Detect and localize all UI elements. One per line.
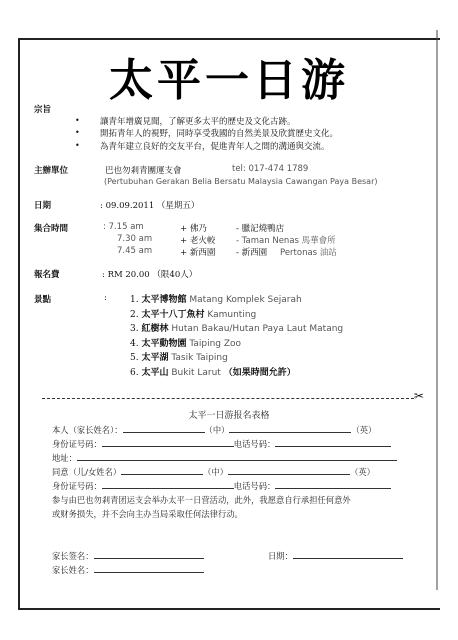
parent-phone-field[interactable]	[275, 438, 391, 447]
form-row-child-id: 身份证号码： 电话号码：	[52, 480, 391, 492]
attractions-label: 景點	[34, 295, 52, 305]
consent-text: 参与由巴也勿剎青团运支会举办太平一日营活动，此外，我愿意自行承担任何意外	[52, 495, 351, 505]
parent-printed-name-field[interactable]	[94, 564, 204, 573]
objective-item: 開拓青年人的視野，同時享受我國的自然美景及欣賞歷史文化。	[100, 129, 339, 139]
attraction-item: 5. 太平湖 Tasik Taiping	[130, 353, 228, 363]
sign-date-field[interactable]	[293, 550, 403, 559]
assembly-venue-en: Pertonas 油站	[280, 248, 337, 258]
form-row-parent-printed-name: 家长姓名：	[52, 564, 204, 576]
organizer-malay-name: (Pertubuhan Gerakan Belia Bersatu Malaysia Cawangan Paya Besar)	[104, 177, 378, 186]
assembly-place: + 佛乃	[180, 224, 207, 234]
assembly-label: 集合時間	[34, 224, 69, 234]
child-name-en-field[interactable]	[228, 466, 350, 475]
objective-item: 讓青年增廣見聞，了解更多太平的歷史及文化古跡。	[100, 117, 296, 127]
attractions-colon: :	[104, 293, 107, 303]
organizer-label: 主辦單位	[34, 166, 69, 176]
assembly-place: + 新西園	[180, 248, 216, 258]
address-field[interactable]	[77, 452, 397, 461]
parent-signature-field[interactable]	[94, 550, 204, 559]
fee-value: : RM 20.00 （限40人）	[102, 270, 198, 280]
form-row-signature: 家长签名：	[52, 550, 204, 562]
scissors-icon: ✂	[414, 389, 425, 403]
attraction-item: 2. 太平十八丁魚村 Kamunting	[130, 310, 257, 320]
page-title: 太平一日游	[109, 55, 349, 106]
bullet-dot: •	[75, 128, 80, 137]
date-label: 日期	[34, 201, 52, 211]
form-row-parent-name: 本人（家长姓名）： （中） （英）	[52, 425, 377, 435]
fee-label: 報名費	[34, 270, 60, 280]
attraction-item: 4. 太平動物園 Taiping Zoo	[130, 339, 242, 349]
consent-text: 或财务损失，并不会向主办当局采取任何法律行动。	[52, 509, 243, 519]
assembly-time: : 7.15 am	[103, 222, 144, 232]
form-row-parent-id: 身份证号码： 电话号码：	[52, 438, 391, 450]
form-row-child-name: 同意（儿/女姓名） （中） （英）	[52, 467, 375, 477]
form-row-date: 日期：	[268, 550, 403, 562]
assembly-place: + 老火較	[180, 236, 216, 246]
attraction-item: 1. 太平博物館 Matang Komplek Sejarah	[130, 295, 302, 305]
organizer-tel: tel: 017-474 1789	[232, 164, 309, 174]
cut-line	[42, 398, 414, 399]
parent-name-zh-field[interactable]	[123, 424, 205, 433]
date-value: : 09.09.2011 （星期五）	[100, 201, 200, 211]
assembly-venue: - Taman Nenas 馬華會所	[236, 236, 336, 246]
child-id-field[interactable]	[102, 480, 234, 489]
assembly-venue: - 臘記燒鴨店	[236, 224, 285, 234]
objective-item: 為青年建立良好的交友平台，促進青年人之間的溝通與交流。	[100, 142, 330, 152]
bullet-dot: •	[75, 141, 80, 150]
form-title: 太平一日游报名表格	[188, 411, 270, 421]
attraction-item: 6. 太平山 Bukit Larut （如果時間允許）	[130, 368, 296, 378]
bullet-dot: •	[75, 116, 80, 125]
assembly-venue: - 新西園	[236, 248, 268, 258]
assembly-time: 7.30 am	[117, 234, 153, 244]
assembly-time: 7.45 am	[117, 246, 153, 256]
parent-id-field[interactable]	[102, 438, 234, 447]
attraction-item: 3. 紅樹林 Hutan Bakau/Hutan Paya Laut Matang	[130, 324, 344, 334]
form-row-address: 地址：	[52, 452, 397, 464]
parent-name-en-field[interactable]	[229, 424, 351, 433]
organizer-name: 巴也勿剎青團運支會	[105, 166, 182, 176]
scan-edge	[436, 30, 438, 590]
child-phone-field[interactable]	[275, 480, 391, 489]
child-name-zh-field[interactable]	[121, 466, 203, 475]
objective-label: 宗旨	[34, 105, 52, 115]
